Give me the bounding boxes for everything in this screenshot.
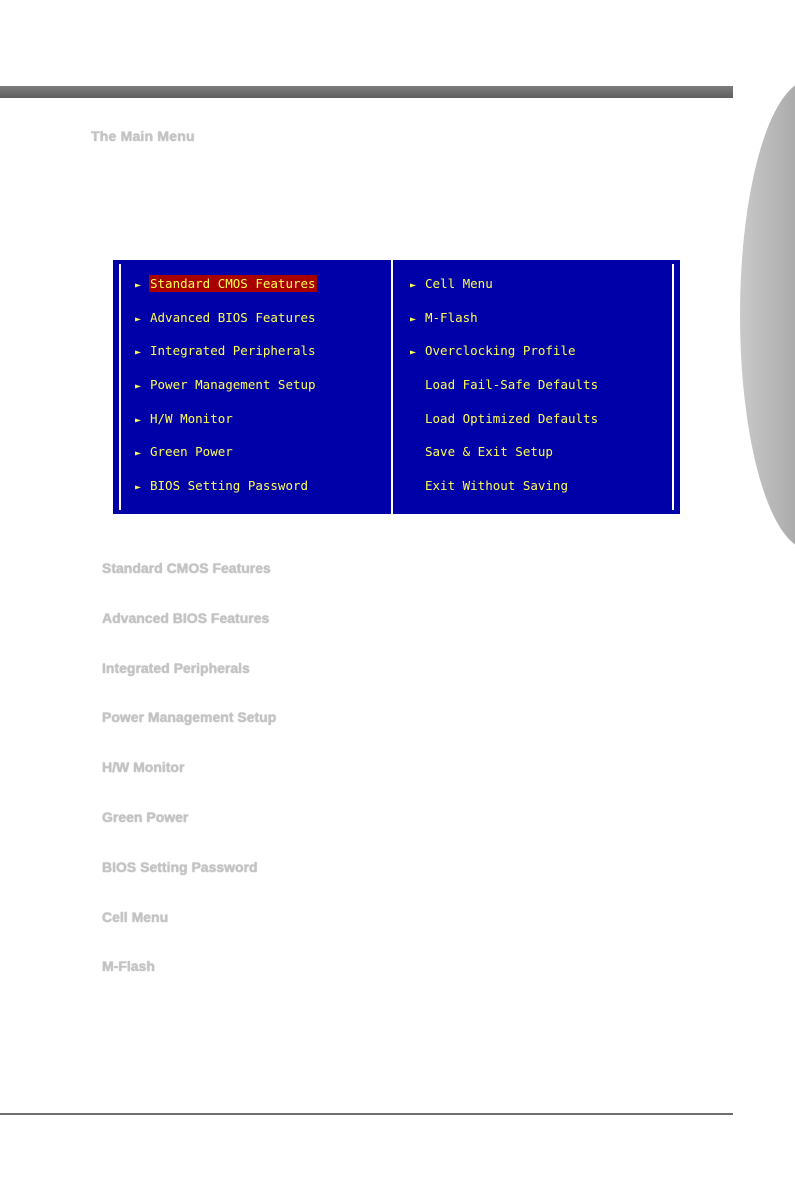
bios-menu-item[interactable] xyxy=(135,411,317,445)
bios-menu-item-label: BIOS Setting Password xyxy=(150,478,309,494)
bios-left-column xyxy=(135,276,317,512)
bios-menu-item-label: Exit Without Saving xyxy=(425,478,568,494)
submenu-arrow-icon: ► xyxy=(135,347,142,359)
submenu-arrow-icon: ► xyxy=(135,313,142,325)
footer-rule xyxy=(0,1113,733,1115)
bios-menu-item[interactable] xyxy=(135,377,317,411)
bios-menu-item-label: Standard CMOS Features xyxy=(150,276,316,291)
description-heading: Standard CMOS Features xyxy=(102,560,271,576)
bios-menu-item-label: Advanced BIOS Features xyxy=(150,309,316,325)
bios-menu-item[interactable] xyxy=(410,444,599,478)
description-heading: H/W Monitor xyxy=(102,759,185,776)
bios-menu-item[interactable] xyxy=(410,276,599,310)
bios-menu-item-label: H/W Monitor xyxy=(150,410,233,426)
bios-right-column xyxy=(410,276,599,512)
side-tab xyxy=(740,80,795,550)
description-heading: Integrated Peripherals xyxy=(102,659,250,676)
section-title: The Main Menu xyxy=(91,128,195,144)
submenu-arrow-icon: ► xyxy=(135,482,142,494)
bios-menu-item[interactable] xyxy=(135,343,317,377)
bios-menu-item[interactable] xyxy=(410,411,599,445)
bios-menu-item-label: Green Power xyxy=(150,444,233,460)
bios-menu-item-label: Power Management Setup xyxy=(150,377,316,393)
description-heading: M-Flash xyxy=(102,958,155,975)
bios-menu-item-label: Save & Exit Setup xyxy=(425,444,553,460)
bios-menu-item[interactable] xyxy=(410,478,599,512)
bios-menu-item[interactable] xyxy=(135,444,317,478)
bios-menu-item-label: M-Flash xyxy=(425,309,478,325)
submenu-arrow-icon: ► xyxy=(410,347,417,359)
bios-menu-item-label: Integrated Peripherals xyxy=(150,343,316,359)
bios-column-divider xyxy=(391,260,393,514)
submenu-arrow-icon: ► xyxy=(135,381,142,393)
bios-main-menu-screenshot xyxy=(113,260,680,514)
submenu-arrow-icon: ► xyxy=(410,280,417,291)
bios-menu-item-label: Load Optimized Defaults xyxy=(425,410,599,426)
submenu-arrow-icon: ► xyxy=(135,280,142,291)
submenu-arrow-icon: ► xyxy=(410,313,417,325)
bios-menu-item[interactable] xyxy=(410,377,599,411)
bios-menu-item[interactable] xyxy=(135,478,317,512)
bios-menu-item[interactable] xyxy=(410,310,599,344)
submenu-arrow-icon: ► xyxy=(135,448,142,460)
description-heading: Power Management Setup xyxy=(102,709,277,726)
description-heading: BIOS Setting Password xyxy=(102,858,258,875)
submenu-arrow-icon: ► xyxy=(135,414,142,426)
bios-menu-item[interactable] xyxy=(135,310,317,344)
bios-menu-item-label: Cell Menu xyxy=(425,276,493,291)
bios-menu-item-label: Overclocking Profile xyxy=(425,343,576,359)
bios-menu-item-label: Load Fail-Safe Defaults xyxy=(425,377,599,393)
description-heading: Green Power xyxy=(102,808,189,825)
menu-description-list xyxy=(102,560,276,1008)
description-heading: Cell Menu xyxy=(102,908,169,925)
bios-menu-item[interactable] xyxy=(410,343,599,377)
header-rule xyxy=(0,86,733,98)
bios-menu-item[interactable] xyxy=(135,276,317,310)
description-heading: Advanced BIOS Features xyxy=(102,609,270,626)
